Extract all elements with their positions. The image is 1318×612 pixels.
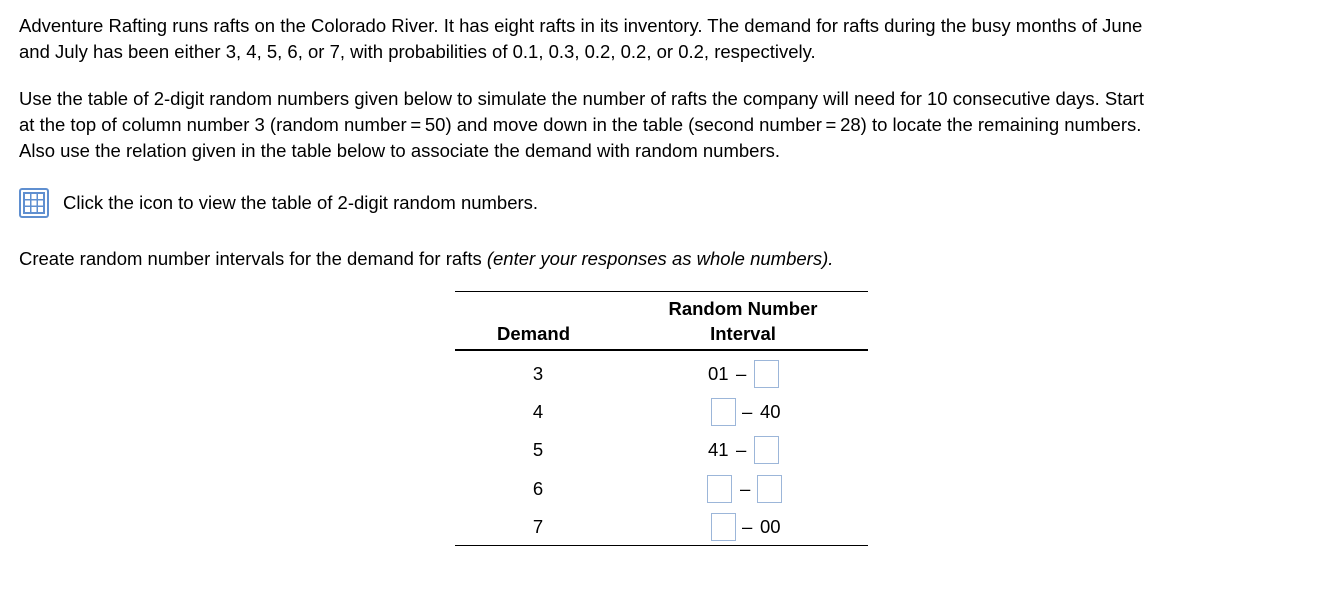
demand-cell: 3 (532, 363, 544, 384)
interval-cell (704, 474, 834, 504)
header-random-number: Random Number (668, 298, 818, 319)
interval-cell (704, 435, 834, 465)
interval-high-input[interactable] (757, 475, 782, 503)
task-instruction-text: Create random number intervals for the demand for rafts (19, 248, 487, 269)
demand-cell: 5 (532, 439, 544, 460)
interval-dash: – (736, 363, 747, 384)
instructions-text-line: Also use the relation given in the table below to associate the demand with random numbers. (19, 140, 781, 161)
interval-dash: – (742, 401, 753, 422)
problem-paragraph (19, 13, 1142, 65)
interval-cell (704, 512, 834, 542)
view-random-table-link[interactable]: Click the icon to view the table of 2-digit random numbers. (63, 192, 539, 213)
interval-dash: – (742, 516, 753, 537)
interval-low-input[interactable] (707, 475, 732, 503)
interval-high-input[interactable] (754, 360, 779, 388)
header-interval: Interval (710, 323, 776, 344)
random-table-link-row (19, 186, 538, 220)
interval-low-value: 41 (708, 439, 729, 460)
instructions-text-line: at the top of column number 3 (random number = 50) and move down in the table (second number = 28) to locate the remaining numbers. (19, 114, 1142, 135)
table-header-rule (455, 349, 868, 351)
table-top-rule (455, 291, 868, 292)
instructions-text-line: Use the table of 2-digit random numbers given below to simulate the number of rafts the company will need for 10 consecutive days. Start (19, 88, 1144, 109)
demand-cell: 4 (532, 401, 544, 422)
interval-high-value: 00 (760, 516, 781, 537)
table-grid-glyph (23, 192, 45, 214)
table-grid-icon[interactable] (19, 188, 49, 218)
interval-cell (704, 359, 834, 389)
instructions-paragraph (19, 86, 1144, 164)
interval-low-input[interactable] (711, 513, 736, 541)
interval-cell (704, 397, 834, 427)
task-instruction (19, 246, 833, 272)
demand-cell: 6 (532, 478, 544, 499)
interval-high-value: 40 (760, 401, 781, 422)
interval-dash: – (740, 478, 751, 499)
interval-high-input[interactable] (754, 436, 779, 464)
interval-low-value: 01 (708, 363, 729, 384)
header-demand: Demand (497, 323, 570, 344)
demand-cell: 7 (532, 516, 544, 537)
interval-low-input[interactable] (711, 398, 736, 426)
problem-text-line: Adventure Rafting runs rafts on the Colorado River. It has eight rafts in its inventory. The demand for rafts during the busy months of June (19, 15, 1143, 36)
task-instruction-note: (enter your responses as whole numbers). (486, 248, 834, 269)
interval-dash: – (736, 439, 747, 460)
table-bottom-rule (455, 545, 868, 546)
problem-text-line: and July has been either 3, 4, 5, 6, or 7, with probabilities of 0.1, 0.3, 0.2, 0.2, or 0.2, respectively. (19, 41, 816, 62)
